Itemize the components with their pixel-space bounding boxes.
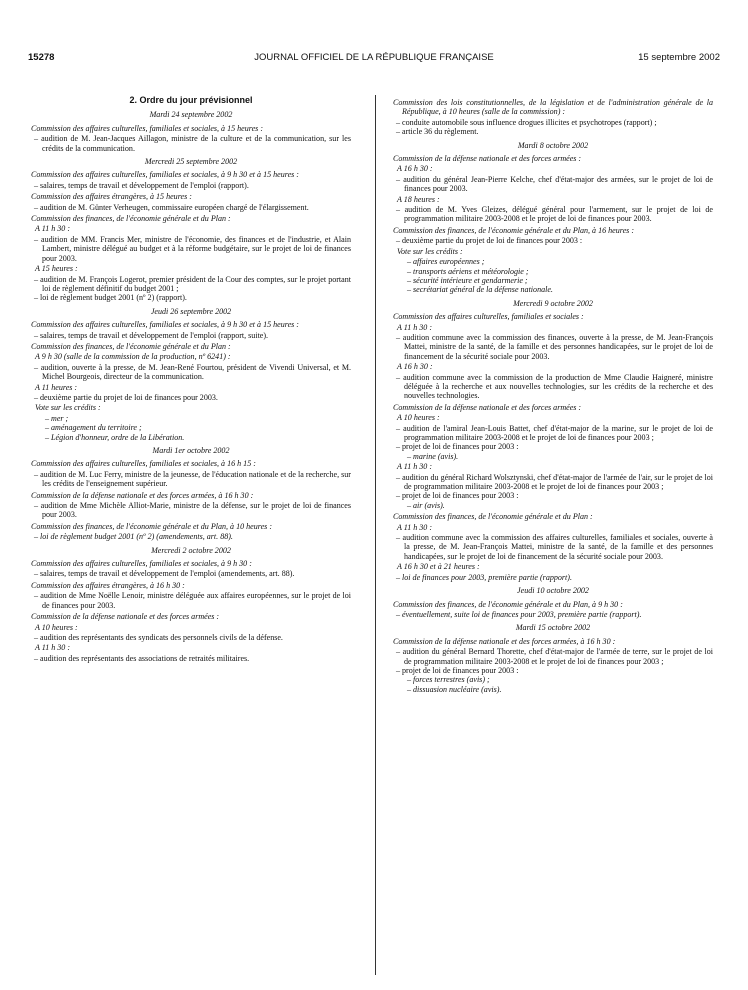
sub-item: – air (avis). <box>407 500 445 510</box>
agenda-item: – audition de M. Luc Ferry, ministre de la jeunesse, de l'éducation nationale et de la recherche, sur les crédits de l'enseignement supérieur. <box>34 469 351 489</box>
time-heading: A 16 h 30 : <box>397 164 433 174</box>
time-heading: A 11 h 30 : <box>397 522 433 532</box>
day-heading: Mardi 8 octobre 2002 <box>517 140 589 150</box>
commission-heading: Commission des affaires étrangères, à 16 h 30 : <box>31 580 185 590</box>
time-heading: A 16 h 30 : <box>397 362 433 372</box>
agenda-item: – audition, ouverte à la presse, de M. Jean-René Fourtou, président de Vivendi Universal, et M. Michel Bourgeois, directeur de la communication. <box>34 362 351 382</box>
time-heading: A 9 h 30 (salle de la commission de la production, nº 6241) : <box>35 352 231 362</box>
agenda-item: – loi de finances pour 2003, première partie (rapport). <box>396 572 572 582</box>
time-heading: A 15 heures : <box>35 264 78 274</box>
day-heading: Mercredi 25 septembre 2002 <box>144 157 238 167</box>
agenda-item: – loi de règlement budget 2001 (nº 2) (amendements, art. 88). <box>34 532 233 542</box>
agenda-item: – projet de loi de finances pour 2003 : <box>396 491 519 501</box>
page-number: 15278 <box>28 52 55 63</box>
agenda-item: – salaires, temps de travail et développement de l'emploi (amendements, art. 88). <box>34 569 295 579</box>
day-heading: Mercredi 9 octobre 2002 <box>513 298 593 308</box>
vote-heading: Vote sur les crédits : <box>397 246 463 256</box>
commission-heading: Commission des lois constitutionnelles, de la législation et de l'administration générale de la République, à 10 heures (salle de la commission) : <box>393 98 713 117</box>
time-heading: A 11 h 30 : <box>35 224 71 234</box>
day-heading: Jeudi 26 septembre 2002 <box>150 306 232 316</box>
day-heading: Mardi 15 octobre 2002 <box>515 623 591 633</box>
sub-item: – sécurité intérieure et gendarmerie ; <box>407 275 528 285</box>
left-column-body <box>31 110 351 663</box>
journal-title: JOURNAL OFFICIEL DE LA RÉPUBLIQUE FRANÇAISE <box>254 52 494 63</box>
sub-item: – transports aériens et météorologie ; <box>407 266 529 276</box>
agenda-item: – audition de M. François Logerot, premier président de la Cour des comptes, sur le projet portant loi de règlement définitif du budget 2001 ; <box>34 274 351 293</box>
sub-item: – dissuasion nucléaire (avis). <box>407 684 502 694</box>
agenda-item: – audition de MM. Francis Mer, ministre de l'économie, des finances et de l'industrie, et Alain Lambert, ministre délégué au budget et à la réforme budgétaire, sur le projet de loi de finances pour 2003. <box>34 234 351 263</box>
issue-date: 15 septembre 2002 <box>638 52 720 63</box>
agenda-item: – audition de M. Jean-Jacques Aillagon, ministre de la culture et de la communication, sur les crédits de la communication. <box>34 134 351 153</box>
agenda-item: – salaires, temps de travail et développement de l'emploi (rapport, suite). <box>34 330 269 340</box>
sub-item: – mer ; <box>45 413 69 423</box>
agenda-item: – audition de Mme Noëlle Lenoir, ministre déléguée aux affaires européennes, sur le projet de loi de finances pour 2003. <box>34 591 351 610</box>
sub-item: – secrétariat général de la défense nationale. <box>407 285 553 295</box>
agenda-item: – projet de loi de finances pour 2003 : <box>396 665 519 675</box>
day-heading: Mardi 24 septembre 2002 <box>149 110 233 120</box>
right-column-body <box>393 98 713 694</box>
page-header <box>28 52 720 66</box>
agenda-item: – deuxième partie du projet de loi de finances pour 2003. <box>34 392 218 402</box>
commission-heading: Commission des affaires culturelles, familiales et sociales : <box>393 312 584 322</box>
commission-heading: Commission de la défense nationale et des forces armées : <box>393 402 582 412</box>
agenda-item: – audition commune avec la commission des finances, ouverte à la presse, de M. Jean-François Mattei, ministre de la santé, de la famille et des personnes handicapées, sur le projet de loi de financement de la sécurité sociale pour 2003. <box>396 332 713 361</box>
time-heading: A 18 heures : <box>397 194 440 204</box>
commission-heading: Commission des finances, de l'économie générale et du Plan : <box>393 512 593 522</box>
agenda-item: – audition de Mme Michèle Alliot-Marie, ministre de la défense, sur le projet de loi de finances pour 2003. <box>34 501 351 520</box>
agenda-item: – audition de l'amiral Jean-Louis Battet, chef d'état-major de la marine, sur le projet de loi de programmation militaire 2003-2008 et le projet de loi de finances pour 2003 ; <box>396 423 713 442</box>
time-heading: A 11 h 30 : <box>397 462 433 472</box>
time-heading: A 11 h 30 : <box>35 643 71 653</box>
left-column <box>31 96 351 663</box>
agenda-item: – audition du général Bernard Thorette, chef d'état-major de l'armée de terre, sur le projet de loi de programmation militaire 2003-2008 et le projet de loi de finances pour 2003 ; <box>396 647 713 666</box>
commission-heading: Commission des affaires culturelles, familiales et sociales, à 9 h 30 et à 15 heures : <box>31 170 299 180</box>
commission-heading: Commission de la défense nationale et des forces armées : <box>31 612 220 622</box>
time-heading: A 10 heures : <box>397 413 440 423</box>
sub-item: – aménagement du territoire ; <box>45 423 142 433</box>
time-heading: A 10 heures : <box>35 622 78 632</box>
agenda-item: – deuxième partie du projet de loi de finances pour 2003 : <box>396 236 583 246</box>
right-column <box>393 96 713 694</box>
section-title: 2. Ordre du jour prévisionnel <box>129 95 253 105</box>
agenda-item: – audition des représentants des associations de retraités militaires. <box>34 653 250 663</box>
commission-heading: Commission des finances, de l'économie générale et du Plan : <box>31 341 231 351</box>
commission-heading: Commission de la défense nationale et des forces armées, à 16 h 30 : <box>31 490 254 500</box>
commission-heading: Commission des affaires culturelles, familiales et sociales, à 16 h 15 : <box>31 459 256 469</box>
day-heading: Mardi 1er octobre 2002 <box>152 446 230 455</box>
sub-item: – marine (avis). <box>407 451 459 461</box>
commission-heading: Commission des affaires culturelles, familiales et sociales, à 9 h 30 : <box>31 559 252 569</box>
agenda-item: – audition commune avec la commission des affaires culturelles, familiales et sociales, ouverte à la presse, de M. Jean-François Mattei, ministre de la santé, de la famille et des personnes handicapées, sur le projet de loi de financement de la sécurité sociale pour 2003. <box>396 533 713 561</box>
commission-heading: Commission de la défense nationale et des forces armées, à 16 h 30 : <box>393 636 616 646</box>
agenda-item: – audition de M. Günter Verheugen, commissaire européen chargé de l'élargissement. <box>34 202 309 212</box>
time-heading: A 11 h 30 : <box>397 322 433 332</box>
commission-heading: Commission des finances, de l'économie générale et du Plan : <box>31 214 231 224</box>
agenda-item: – salaires, temps de travail et développement de l'emploi (rapport). <box>34 180 249 190</box>
commission-heading: Commission des finances, de l'économie générale et du Plan, à 9 h 30 : <box>393 599 623 609</box>
commission-heading: Commission des affaires culturelles, familiales et sociales, à 9 h 30 et à 15 heures : <box>31 320 299 330</box>
agenda-item: – audition du général Jean-Pierre Kelche, chef d'état-major des armées, sur le projet de loi de finances pour 2003. <box>396 174 713 194</box>
sub-item: – forces terrestres (avis) ; <box>407 675 490 685</box>
day-heading: Mercredi 2 octobre 2002 <box>151 545 231 555</box>
commission-heading: Commission de la défense nationale et des forces armées : <box>393 154 582 164</box>
agenda-item: – projet de loi de finances pour 2003 : <box>396 442 519 452</box>
column-divider <box>375 95 376 975</box>
agenda-item: – audition commune avec la commission de la production de Mme Claudie Haigneré, ministre déléguée à la recherche et aux nouvelles technologies, sur les crédits de la recherche et des nouvelles technologies. <box>396 372 713 401</box>
agenda-item: – loi de règlement budget 2001 (nº 2) (rapport). <box>34 293 187 303</box>
agenda-item: – audition de M. Yves Gleizes, délégué général pour l'armement, sur le projet de loi de programmation militaire 2003-2008 et le projet de loi de finances pour 2003. <box>396 205 713 224</box>
commission-heading: Commission des affaires culturelles, familiales et sociales, à 15 heures : <box>31 123 263 133</box>
commission-heading: Commission des affaires étrangères, à 15 heures : <box>31 192 192 202</box>
agenda-item: – audition du général Richard Wolsztynski, chef d'état-major de l'armée de l'air, sur le projet de loi de programmation militaire 2003-2008 et le projet de loi de finances pour 2003 ; <box>396 472 713 492</box>
agenda-item: – article 36 du règlement. <box>396 127 479 137</box>
sub-item: – affaires européennes ; <box>407 257 485 267</box>
agenda-item: – éventuellement, suite loi de finances pour 2003, première partie (rapport). <box>396 609 642 619</box>
agenda-item: – conduite automobile sous influence drogues illicites et psychotropes (rapport) ; <box>396 117 657 127</box>
time-heading: A 16 h 30 et à 21 heures : <box>397 562 480 572</box>
commission-heading: Commission des finances, de l'économie générale et du Plan, à 10 heures : <box>31 521 272 531</box>
agenda-item: – audition des représentants des syndicats des personnels civils de la défense. <box>34 632 283 642</box>
vote-heading: Vote sur les crédits : <box>35 403 101 413</box>
day-heading: Jeudi 10 octobre 2002 <box>517 586 589 596</box>
time-heading: A 11 heures : <box>35 382 78 392</box>
sub-item: – Légion d'honneur, ordre de la Libération. <box>45 432 185 442</box>
commission-heading: Commission des finances, de l'économie générale et du Plan, à 16 heures : <box>393 225 634 235</box>
